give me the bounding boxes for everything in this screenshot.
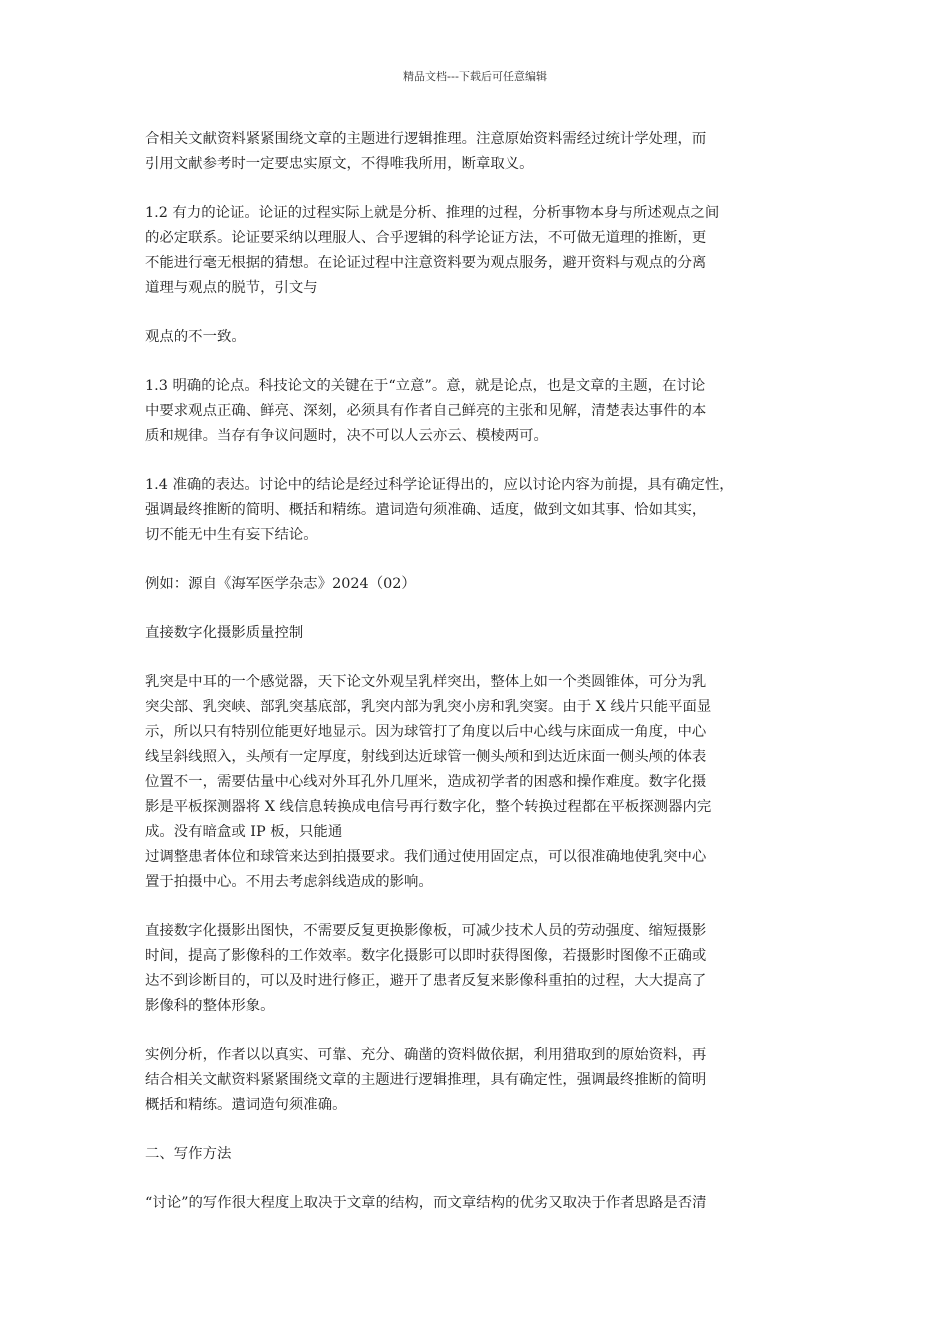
paragraph: 合相关文献资料紧紧围绕文章的主题进行逻辑推理。注意原始资料需经过统计学处理，而 引用文献参考时一定要忠实原文，不得唯我所用，断章取义。 xyxy=(145,131,707,172)
paragraph: 乳突是中耳的一个感觉器，天下论文外观呈乳样突出，整体上如一个类圆锥体，可分为乳 突尖部、乳突峡、部乳突基底部，乳突内部为乳突小房和乳突窦。由于 X 线片只能平面显 示，所以只有特别位能更好地显示。因为球管打了角度以后中心线与床面成一角度，中心 线呈斜线照入，头颅有一定厚度，射线到达近球管一侧头颅和到达近床面一侧头颅的体表 位置不一，需要估量中心线对外耳孔外几厘米，造成初学者的困惑和操作难度。数字化摄 影是平板探测器将 X 线信息转换成电信号再行数字化，整个转换过程都在平板探测器内完 成。没有暗盒或 IP 板，只能通 过调整患者体位和球管来达到拍摄要求。我们通过使用固定点，可以很准确地使乳突中心 置于拍摄中心。不用去考虑斜线造成的影响。 xyxy=(145,674,712,890)
paragraph: 观点的不一致。 xyxy=(145,329,246,345)
source-citation: 例如：源自《海军医学杂志》2024（02） xyxy=(145,576,416,592)
paragraph: 1.2 有力的论证。论证的过程实际上就是分析、推理的过程，分析事物本身与所述观点之间 的必定联系。论证要采纳以理服人、合乎逻辑的科学论证方法，不可做无道理的推断，更 不能进行毫无根据的猜想。在论证过程中注意资料要为观点服务，避开资料与观点的分离 道理与观点的脱节，引文与 xyxy=(145,205,720,296)
paragraph: 实例分析，作者以以真实、可靠、充分、确凿的资料做依据，利用猎取到的原始资料，再 结合相关文献资料紧紧围绕文章的主题进行逻辑推理，具有确定性，强调最终推断的简明 概括和精练。遣词造句须准确。 xyxy=(145,1047,707,1113)
paragraph: 直接数字化摄影出图快，不需要反复更换影像板，可减少技术人员的劳动强度、缩短摄影 时间，提高了影像科的工作效率。数字化摄影可以即时获得图像，若摄影时图像不正确或 达不到诊断目的，可以及时进行修正，避开了患者反复来影像科重拍的过程，大大提高了 影像科的整体形象。 xyxy=(145,923,707,1014)
paragraph: 1.4 准确的表达。讨论中的结论是经过科学论证得出的，应以讨论内容为前提，具有确定性， 强调最终推断的简明、概括和精练。遣词造句须准确、适度，做到文如其事、恰如其实， 切不能无中生有妄下结论。 xyxy=(145,477,734,543)
section-heading: 二、写作方法 xyxy=(145,1146,232,1162)
paragraph: “讨论”的写作很大程度上取决于文章的结构，而文章结构的优劣又取决于作者思路是否清 xyxy=(145,1195,707,1211)
paragraph: 1.3 明确的论点。科技论文的关键在于“立意”。意，就是论点，也是文章的主题，在讨论 中要求观点正确、鲜亮、深刻，必须具有作者自己鲜亮的主张和见解，清楚表达事件的本 质和规律。当存有争议问题时，决不可以人云亦云、模棱两可。 xyxy=(145,378,707,444)
article-title: 直接数字化摄影质量控制 xyxy=(145,625,304,641)
page-header: 精品文档---下载后可任意编辑 xyxy=(403,70,547,83)
document-body xyxy=(145,127,817,1216)
